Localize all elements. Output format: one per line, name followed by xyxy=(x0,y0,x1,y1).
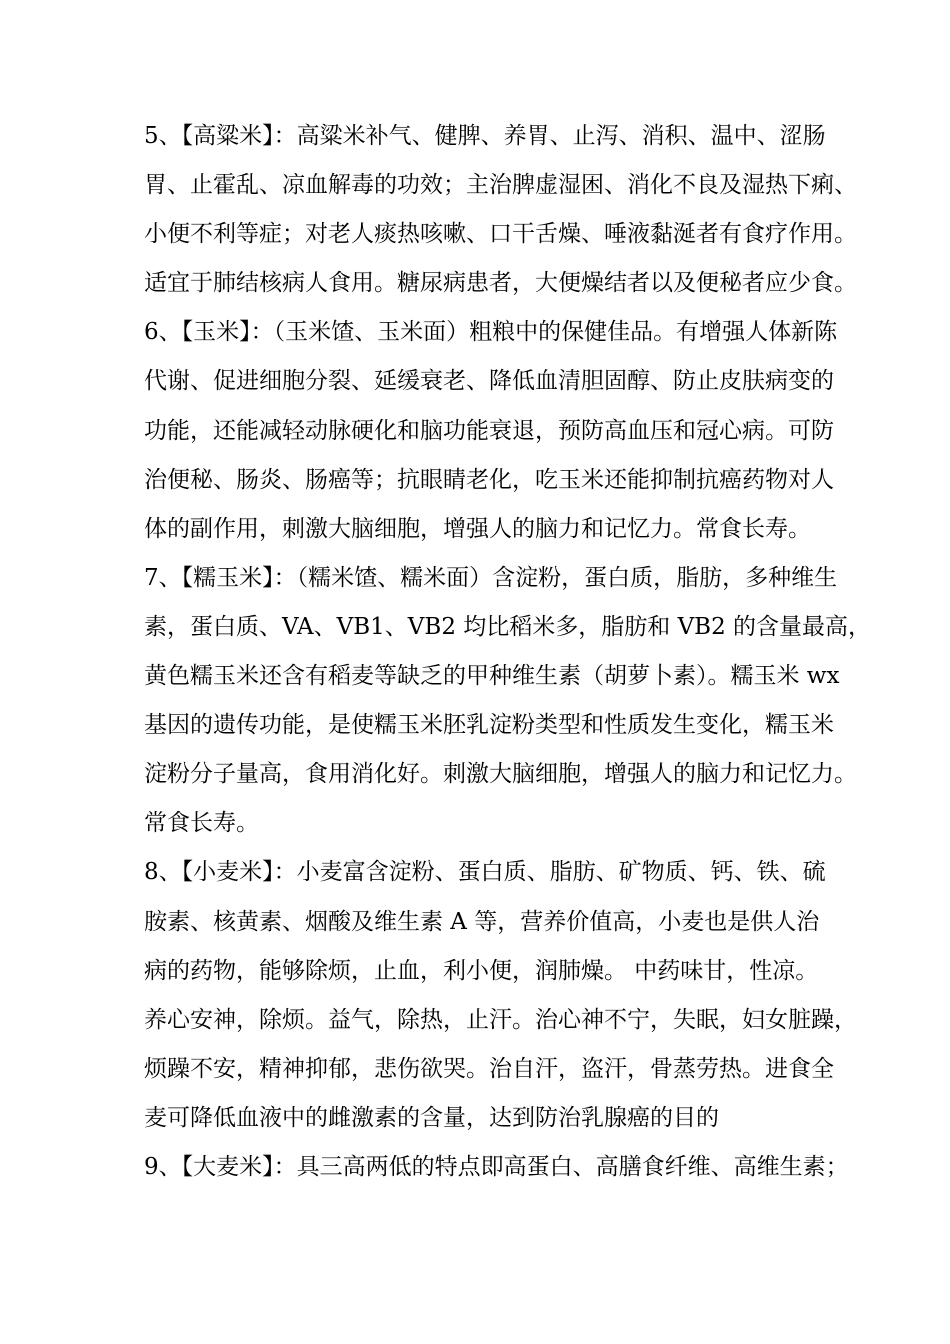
paragraph-item-6 xyxy=(144,308,838,553)
text-line: 基因的遗传功能，是使糯玉米胚乳淀粉类型和性质发生变化，糯玉米 xyxy=(144,712,834,739)
text-line: 6、【玉米】：（玉米馇、玉米面）粗粮中的保健佳品。有增强人体新陈 xyxy=(144,319,838,346)
text-line: 黄色糯玉米还含有稻麦等缺乏的甲种维生素（胡萝卜素）。糯玉米 wx xyxy=(144,663,840,690)
text-line: 8、【小麦米】：小麦富含淀粉、蛋白质、脂肪、矿物质、钙、铁、硫 xyxy=(144,859,826,886)
text-line: 体的副作用，刺激大脑细胞，增强人的脑力和记忆力。常食长寿。 xyxy=(144,515,811,542)
text-line: 治便秘、肠炎、肠癌等；抗眼睛老化，吃玉米还能抑制抗癌药物对人 xyxy=(144,466,834,493)
text-line: 胃、止霍乱、凉血解毒的功效；主治脾虚湿困、消化不良及湿热下痢、 xyxy=(144,172,857,199)
text-line: 胺素、核黄素、烟酸及维生素 A 等，营养价值高，小麦也是供人治 xyxy=(144,908,820,935)
text-line: 功能，还能减轻动脉硬化和脑功能衰退，预防高血压和冠心病。可防 xyxy=(144,417,834,444)
text-line: 9、【大麦米】：具三高两低的特点即高蛋白、高膳食纤维、高维生素； xyxy=(144,1153,849,1180)
paragraph-item-7 xyxy=(144,554,872,849)
text-line: 烦躁不安，精神抑郁，悲伤欲哭。治自汗，盗汗，骨蒸劳热。进食全 xyxy=(144,1055,834,1082)
paragraph-item-5 xyxy=(144,112,857,308)
text-line: 常食长寿。 xyxy=(144,810,259,837)
text-line: 病的药物，能够除烦，止血，利小便，润肺燥。 中药味甘，性凉。 xyxy=(144,957,819,984)
document-body xyxy=(144,112,872,1192)
paragraph-item-8 xyxy=(144,848,857,1143)
text-line: 小便不利等症；对老人痰热咳嗽、口干舌燥、唾液黏涎者有食疗作用。 xyxy=(144,221,857,248)
text-line: 适宜于肺结核病人食用。糖尿病患者，大便燥结者以及便秘者应少食。 xyxy=(144,270,857,297)
paragraph-item-9 xyxy=(144,1143,849,1192)
text-line: 代谢、促进细胞分裂、延缓衰老、降低血清胆固醇、防止皮肤病变的 xyxy=(144,368,834,395)
text-line: 淀粉分子量高，食用消化好。刺激大脑细胞，增强人的脑力和记忆力。 xyxy=(144,761,857,788)
text-line: 养心安神，除烦。益气，除热，止汗。治心神不宁，失眠，妇女脏躁， xyxy=(144,1006,857,1033)
text-line: 5、【高粱米】：高粱米补气、健脾、养胃、止泻、消积、温中、涩肠 xyxy=(144,123,826,149)
text-line: 麦可降低血液中的雌激素的含量，达到防治乳腺癌的目的 xyxy=(144,1104,719,1131)
text-line: 7、【糯玉米】：（糯米馇、糯米面）含淀粉，蛋白质，脂肪，多种维生 xyxy=(144,564,838,591)
text-line: 素，蛋白质、VA、VB1、VB2 均比稻米多，脂肪和 VB2 的含量最高， xyxy=(144,613,872,640)
